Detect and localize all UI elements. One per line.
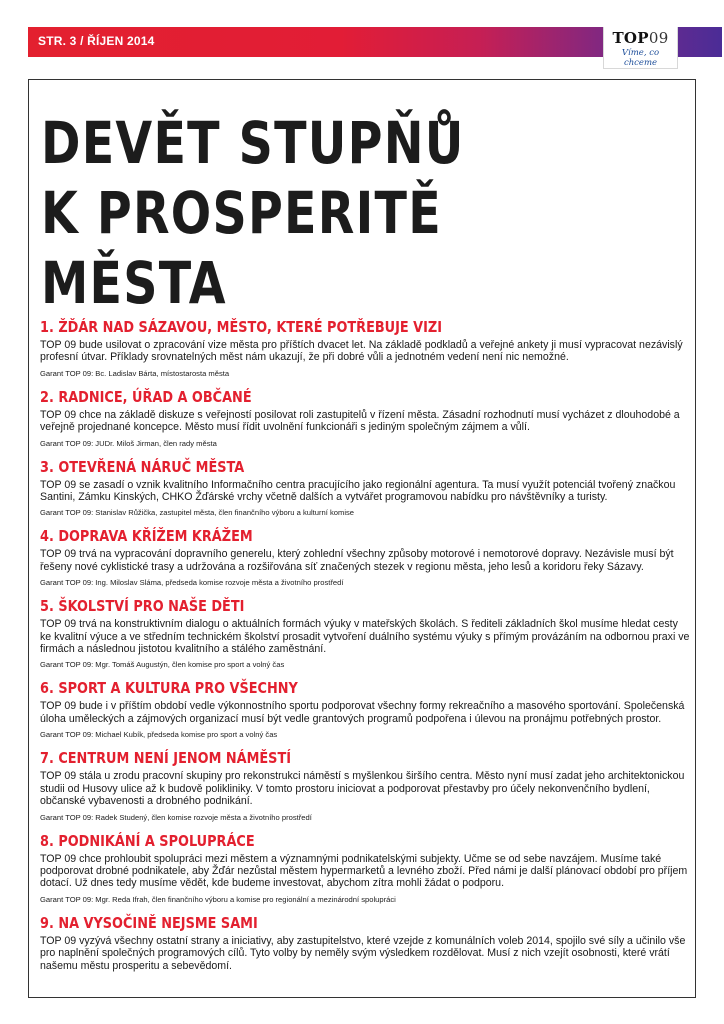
section-guarantor: Garant TOP 09: Ing. Miloslav Sláma, předseda komise rozvoje města a životního prostředí: [40, 578, 344, 588]
section-heading: 5. ŠKOLSTVÍ PRO NAŠE DĚTI: [40, 597, 245, 616]
section-body: TOP 09 se zasadí o vznik kvalitního Informačního centra pracujícího jako regionální agentura. Ta musí využít potenciál tvořený značkou Santini, Zámku Kinských, CHKO Žďárské vrchy včetně dalších a vytvářet programovou nabídku pro návštěvníky a turisty.: [40, 478, 676, 504]
section-guarantor: Garant TOP 09: JUDr. Miloš Jirman, člen rady města: [40, 438, 217, 448]
title-line-3: MĚSTA: [41, 249, 227, 317]
section-heading: 8. PODNIKÁNÍ A SPOLUPRÁCE: [40, 831, 255, 850]
section-body: TOP 09 chce prohloubit spolupráci mezi městem a významnými podnikatelskými subjekty. Učme se od sebe navzájem. Musíme také podporovat drobné podnikatele, aby Žďár nezůstal městem hypermarketů a levného zboží. Před námi je další plánovací období pro příjem dotací. Už dnes tedy musíme vědět, kde budeme investovat, abychom zítra mohli žádat o podporu.: [40, 852, 688, 890]
section-guarantor: Garant TOP 09: Mgr. Reda Ifrah, člen finančního výboru a komise pro regionální a mezinárodní spolupráci: [40, 894, 396, 904]
section-guarantor: Garant TOP 09: Mgr. Tomáš Augustýn, člen komise pro sport a volný čas: [40, 660, 285, 670]
section-guarantor: Garant TOP 09: Bc. Ladislav Bárta, místostarosta města: [40, 368, 230, 378]
section-heading: 1. ŽĎÁR NAD SÁZAVOU, MĚSTO, KTERÉ POTŘEBUJE VIZI: [40, 318, 443, 336]
section-city-center: [40, 749, 690, 822]
section-heading: 2. RADNICE, ÚŘAD A OBČANÉ: [40, 387, 252, 406]
section-body: TOP 09 trvá na konstruktivním dialogu o aktuálních formách výuky v mateřských školách. S řediteli základních škol musíme hledat cesty ke kvalitní výuce a ve středním technickém školství prosadit vytvoření duálního systému výuky s přímým provázáním na odbornou praxi ve firmách a následnou jistotou kvalitního a stálého zaměstnání.: [40, 618, 690, 656]
section-town-hall: [40, 388, 690, 449]
section-heading: 7. CENTRUM NENÍ JENOM NÁMĚSTÍ: [40, 749, 292, 768]
section-sport-culture: [40, 679, 690, 740]
issue-label: STR. 3 / ŘÍJEN 2014: [38, 34, 155, 48]
section-body: TOP 09 stála u zrodu pracovní skupiny pro rekonstrukci náměstí s myšlenkou širšího centra. Město nyní musí zadat jeho architektonickou studii od Husovy ulice až k budově polikliniky. V tomto prostoru iniciovat a podporovat přestavby pro účely nekonvenčního bydlení, občanské vybavenosti a drobného podnikání.: [40, 770, 685, 808]
logo-wordmark: [604, 29, 677, 47]
section-cooperation: [40, 914, 690, 972]
section-education: [40, 597, 690, 670]
section-heading: 9. NA VYSOČINĚ NEJSME SAMI: [40, 913, 258, 932]
section-heading: 4. DOPRAVA KŘÍŽEM KRÁŽEM: [40, 527, 253, 546]
page-title: [41, 108, 465, 318]
section-body: TOP 09 bude i v příštím období vedle výkonnostního sportu podporovat všechny formy rekreačního a masového sportování. Společenská úloha uměleckých a zájmových organizací musí být vedle grantových programů podpořena i úlevou na pronájmu potřebných prostor.: [40, 700, 685, 725]
program-sections: [40, 318, 690, 981]
logo-name: TOP: [612, 29, 649, 47]
title-line-2: K PROSPERITĚ: [41, 179, 442, 247]
logo-number: 09: [648, 29, 669, 47]
top09-logo: [603, 27, 678, 69]
section-guarantor: Garant TOP 09: Stanislav Růžička, zastupitel města, člen finančního výboru a kulturní komise: [40, 508, 355, 518]
section-body: TOP 09 bude usilovat o zpracování vize města pro příštích dvacet let. Na základě podkladů a veřejné ankety ji musí vypracovat nezávislý profesní útvar. Příklady srovnatelných měst nám ukazují, že při dobré vůli a jednotném vedení není nic nemožné.: [40, 339, 683, 364]
section-body: TOP 09 trvá na vypracování dopravního generelu, který zohlední všechny způsoby motorové i nemotorové dopravy. Nezávisle musí být řešeny nové cyklistické trasy a udržována a rozšiřována síť značených stezek v regionu města, jeho lesů a koridoru řeky Sázavy.: [40, 548, 674, 573]
section-transport: [40, 527, 690, 588]
section-open-city: [40, 458, 690, 519]
section-body: TOP 09 chce na základě diskuze s veřejností posilovat roli zastupitelů v řízení města. Zásadní rozhodnutí musí vycházet z dlouhodobé a veřejně projednané koncepce. Město musí řídit uvolnění funkcionáři s jediným společným zájmem a vůlí.: [40, 408, 680, 434]
logo-slogan: Víme, co chceme: [621, 48, 660, 68]
section-guarantor: Garant TOP 09: Radek Studený, člen komise rozvoje města a životního prostředí: [40, 812, 312, 822]
section-heading: 3. OTEVŘENÁ NÁRUČ MĚSTA: [40, 457, 245, 476]
title-line-1: DEVĚT STUPŇŮ: [41, 109, 465, 177]
section-vision: [40, 318, 690, 379]
section-body: TOP 09 vyzývá všechny ostatní strany a iniciativy, aby zastupitelstvo, které vzejde z komunálních voleb 2014, spojilo své síly a učinilo vše pro naplnění společných programových cílů. Tyto volby by neměly svým výsledkem rozdělovat. Musí z nich vzejít osobnosti, které vrátí našemu městu prosperitu a sebevědomí.: [40, 934, 686, 972]
section-business: [40, 832, 690, 905]
section-guarantor: Garant TOP 09: Michael Kubík, předseda komise pro sport a volný čas: [40, 730, 278, 740]
section-heading: 6. SPORT A KULTURA PRO VŠECHNY: [40, 679, 298, 698]
